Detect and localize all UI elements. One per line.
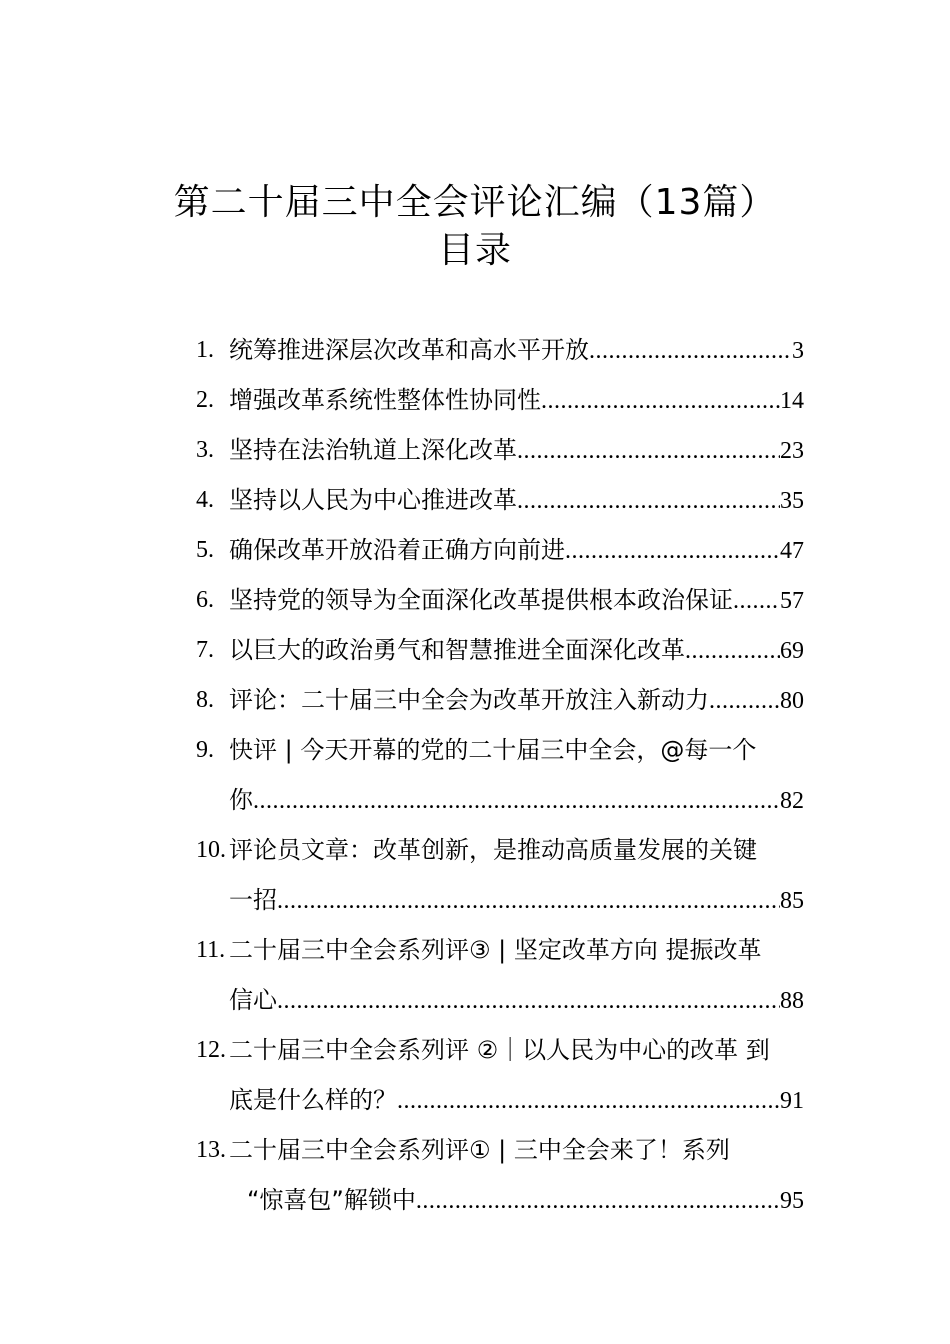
toc-entry-title: 评论：二十届三中全会为改革开放注入新动力 xyxy=(229,686,709,714)
toc-entry-page: 47 xyxy=(780,538,804,564)
toc-entry-number: 9. xyxy=(196,737,214,763)
toc-entry-number: 7. xyxy=(196,637,214,663)
toc-entry-3[interactable] xyxy=(0,425,950,475)
toc-entry-title-line1: 二十届三中全会系列评① | 三中全会来了！系列 xyxy=(229,1136,730,1164)
toc-entry-9[interactable] xyxy=(0,725,950,775)
toc-leader-dots xyxy=(733,576,780,625)
toc-leader-dots xyxy=(416,1176,780,1225)
toc-entry-11-cont[interactable] xyxy=(0,975,950,1025)
toc-entry-page: 88 xyxy=(780,988,804,1014)
toc-entry-number: 1. xyxy=(196,337,214,363)
toc-leader-dots xyxy=(709,676,780,725)
toc-entry-title-line2: “惊喜包”解锁中 xyxy=(247,1186,416,1214)
toc-entry-page: 82 xyxy=(780,788,804,814)
toc-entry-page: 91 xyxy=(780,1088,804,1114)
toc-entry-11[interactable] xyxy=(0,925,950,975)
toc-leader-dots xyxy=(589,326,792,375)
document-subtitle: 目录 xyxy=(437,230,512,271)
toc-entry-5[interactable] xyxy=(0,525,950,575)
toc-entry-title-line1: 二十届三中全会系列评③ | 坚定改革方向 提振改革 xyxy=(229,936,762,964)
toc-entry-title: 以巨大的政治勇气和智慧推进全面深化改革 xyxy=(229,636,685,664)
toc-entry-number: 13. xyxy=(196,1137,226,1163)
toc-entry-13-cont[interactable] xyxy=(0,1175,950,1225)
toc-entry-title: 坚持在法治轨道上深化改革 xyxy=(229,436,517,464)
toc-entry-number: 6. xyxy=(196,587,214,613)
toc-entry-title-line2: 一招 xyxy=(229,886,277,914)
toc-entry-page: 35 xyxy=(780,488,804,514)
toc-entry-page: 57 xyxy=(780,588,804,614)
toc-entry-title-line2: 你 xyxy=(229,786,253,814)
toc-entry-page: 69 xyxy=(780,638,804,664)
toc-entry-number: 5. xyxy=(196,537,214,563)
toc-leader-dots xyxy=(277,976,780,1025)
toc-entry-13[interactable] xyxy=(0,1125,950,1175)
toc-entry-title-line1: 评论员文章：改革创新，是推动高质量发展的关键 xyxy=(229,836,757,864)
toc-entry-title-line1: 快评 | 今天开幕的党的二十届三中全会，@每一个 xyxy=(229,736,757,764)
toc-entry-number: 4. xyxy=(196,487,214,513)
toc-entry-9-cont[interactable] xyxy=(0,775,950,825)
toc-entry-number: 8. xyxy=(196,687,214,713)
toc-leader-dots xyxy=(541,376,780,425)
toc-entry-page: 23 xyxy=(780,438,804,464)
toc-entry-title-line2: 信心 xyxy=(229,986,277,1014)
toc-entry-title: 确保改革开放沿着正确方向前进 xyxy=(229,536,565,564)
toc-leader-dots xyxy=(565,526,780,575)
toc-entry-page: 14 xyxy=(780,388,804,414)
toc-entry-12-cont[interactable] xyxy=(0,1075,950,1125)
toc-entry-8[interactable] xyxy=(0,675,950,725)
toc-entry-page: 95 xyxy=(780,1188,804,1214)
toc-entry-title: 统筹推进深层次改革和高水平开放 xyxy=(229,336,589,364)
toc-entry-number: 12. xyxy=(196,1037,226,1063)
toc-leader-dots xyxy=(517,476,780,525)
toc-entry-title: 坚持以人民为中心推进改革 xyxy=(229,486,517,514)
toc-entry-4[interactable] xyxy=(0,475,950,525)
toc-leader-dots xyxy=(277,876,780,925)
document-title: 第二十届三中全会评论汇编（13篇） xyxy=(173,182,777,223)
toc-entry-7[interactable] xyxy=(0,625,950,675)
table-of-contents xyxy=(0,325,950,1225)
toc-entry-title-line1: 二十届三中全会系列评 ②｜以人民为中心的改革 到 xyxy=(229,1036,770,1064)
toc-entry-title: 增强改革系统性整体性协同性 xyxy=(229,386,541,414)
toc-entry-number: 2. xyxy=(196,387,214,413)
toc-leader-dots xyxy=(253,776,780,825)
toc-entry-6[interactable] xyxy=(0,575,950,625)
toc-entry-number: 11. xyxy=(196,937,226,963)
toc-entry-10[interactable] xyxy=(0,825,950,875)
toc-entry-number: 3. xyxy=(196,437,214,463)
toc-entry-page: 80 xyxy=(780,688,804,714)
toc-entry-title-line2: 底是什么样的？ xyxy=(229,1086,397,1114)
toc-leader-dots xyxy=(685,626,780,675)
toc-leader-dots xyxy=(517,426,780,475)
toc-entry-2[interactable] xyxy=(0,375,950,425)
toc-entry-number: 10. xyxy=(196,837,226,863)
toc-entry-12[interactable] xyxy=(0,1025,950,1075)
toc-entry-page: 3 xyxy=(792,338,804,364)
toc-entry-title: 坚持党的领导为全面深化改革提供根本政治保证 xyxy=(229,586,733,614)
toc-entry-1[interactable] xyxy=(0,325,950,375)
toc-entry-page: 85 xyxy=(780,888,804,914)
toc-leader-dots xyxy=(397,1076,780,1125)
toc-entry-10-cont[interactable] xyxy=(0,875,950,925)
